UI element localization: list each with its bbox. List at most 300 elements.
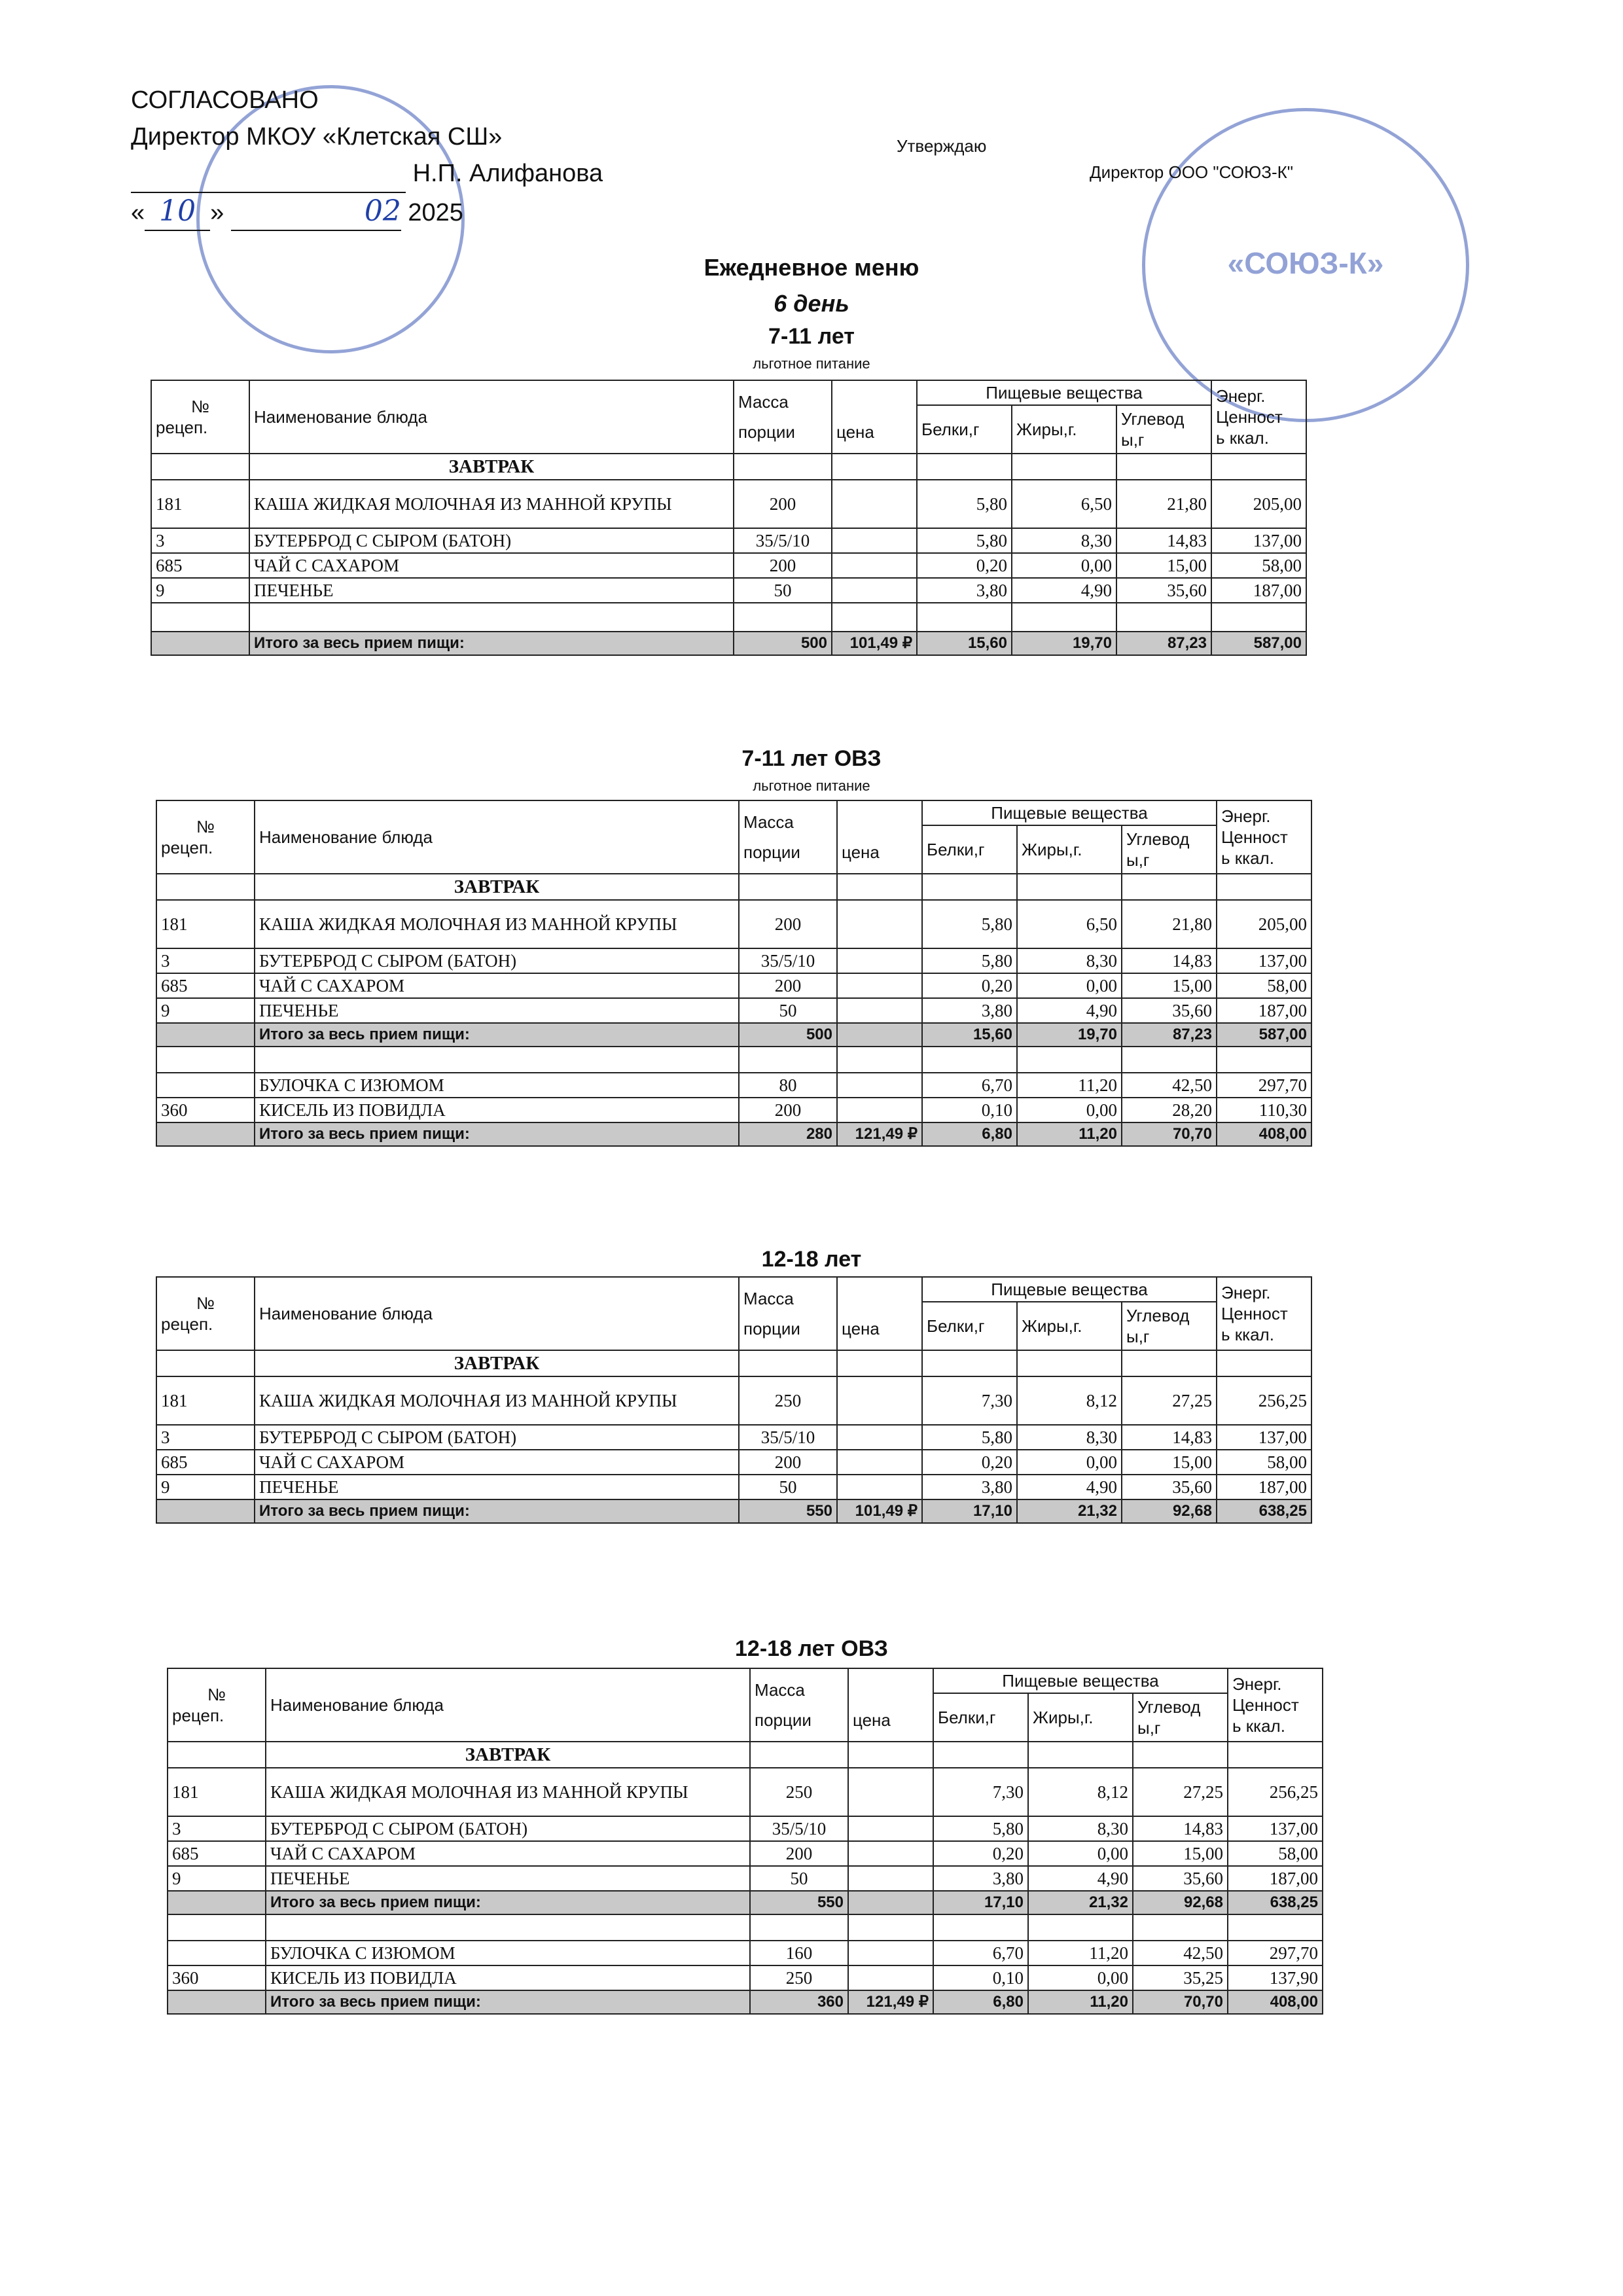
col-price: цена — [832, 380, 917, 454]
meal-empty — [1228, 1742, 1323, 1768]
total-label: Итого за весь прием пищи: — [266, 1990, 750, 2014]
spacer-cell — [739, 1047, 837, 1073]
total-empty — [168, 1990, 266, 2014]
dish-mass: 250 — [739, 1376, 837, 1425]
recipe-number: 685 — [168, 1841, 266, 1866]
col-carb: Углевод ы,г — [1116, 405, 1211, 454]
col-carb: Углевод ы,г — [1122, 1302, 1217, 1350]
meal-empty — [1122, 874, 1217, 900]
dish-mass: 50 — [734, 578, 832, 603]
total-row — [151, 632, 1306, 655]
dish-fat: 8,12 — [1017, 1376, 1122, 1425]
dish-row — [156, 1073, 1311, 1098]
total-empty — [168, 1891, 266, 1914]
total-price: 101,49 ₽ — [837, 1499, 922, 1523]
recipe-number: 3 — [156, 1425, 255, 1450]
meal-empty — [750, 1742, 848, 1768]
spacer-row — [156, 1047, 1311, 1073]
dish-mass: 200 — [734, 480, 832, 528]
recipe-number — [168, 1941, 266, 1965]
total-protein: 6,80 — [922, 1122, 1017, 1146]
meal-empty — [917, 454, 1012, 480]
col-fat: Жиры,г. — [1017, 1302, 1122, 1350]
dish-price — [837, 973, 922, 998]
dish-mass: 200 — [750, 1841, 848, 1866]
dish-mass: 200 — [739, 973, 837, 998]
dish-energy: 58,00 — [1217, 1450, 1311, 1475]
dish-name: КАША ЖИДКАЯ МОЛОЧНАЯ ИЗ МАННОЙ КРУПЫ — [249, 480, 734, 528]
dish-energy: 137,00 — [1217, 1425, 1311, 1450]
col-energy: Энерг. Ценност ь ккал. — [1217, 1277, 1311, 1350]
dish-protein: 7,30 — [933, 1768, 1028, 1816]
spacer-cell — [1133, 1914, 1228, 1941]
dish-price — [832, 480, 917, 528]
total-label: Итого за весь прием пищи: — [255, 1023, 739, 1047]
total-carb: 92,68 — [1133, 1891, 1228, 1914]
dish-mass: 200 — [739, 1098, 837, 1122]
dish-carb: 15,00 — [1116, 553, 1211, 578]
dish-fat: 11,20 — [1017, 1073, 1122, 1098]
dish-fat: 0,00 — [1017, 973, 1122, 998]
total-protein: 17,10 — [922, 1499, 1017, 1523]
approve-label: Утверждаю — [897, 136, 987, 156]
dish-row — [151, 553, 1306, 578]
dish-carb: 15,00 — [1122, 973, 1217, 998]
dish-fat: 11,20 — [1028, 1941, 1133, 1965]
dish-protein: 3,80 — [933, 1866, 1028, 1891]
dish-name: БУЛОЧКА С ИЗЮМОМ — [266, 1941, 750, 1965]
meal-empty — [922, 1350, 1017, 1376]
dish-energy: 205,00 — [1217, 900, 1311, 948]
meal-name: ЗАВТРАК — [249, 454, 734, 480]
dish-carb: 42,50 — [1122, 1073, 1217, 1098]
dish-row — [156, 900, 1311, 948]
col-recipe: № рецеп. — [168, 1668, 266, 1742]
dish-mass: 250 — [750, 1768, 848, 1816]
total-row — [156, 1499, 1311, 1523]
menu-table — [167, 1668, 1323, 2015]
dish-energy: 205,00 — [1211, 480, 1306, 528]
dish-name: ПЕЧЕНЬЕ — [266, 1866, 750, 1891]
dish-mass: 200 — [739, 1450, 837, 1475]
total-carb: 87,23 — [1116, 632, 1211, 655]
meal-row — [151, 454, 1306, 480]
dish-price — [837, 1425, 922, 1450]
total-carb: 70,70 — [1122, 1122, 1217, 1146]
meal-empty — [1211, 454, 1306, 480]
approve-director: Директор ООО "СОЮЗ-К" — [1090, 162, 1294, 182]
total-label: Итого за весь прием пищи: — [255, 1122, 739, 1146]
col-recipe: № рецеп. — [151, 380, 249, 454]
approval-date: « 10 » 02 2025 — [131, 193, 603, 231]
total-price — [848, 1891, 933, 1914]
dish-name: ПЕЧЕНЬЕ — [255, 1475, 739, 1499]
meal-row — [168, 1742, 1323, 1768]
dish-protein: 6,70 — [922, 1073, 1017, 1098]
dish-protein: 7,30 — [922, 1376, 1017, 1425]
dish-carb: 35,60 — [1122, 998, 1217, 1023]
dish-name: БУТЕРБРОД С СЫРОМ (БАТОН) — [255, 1425, 739, 1450]
meal-empty — [156, 1350, 255, 1376]
col-name: Наименование блюда — [255, 800, 739, 874]
meal-name: ЗАВТРАК — [255, 874, 739, 900]
total-mass: 360 — [750, 1990, 848, 2014]
dish-protein: 5,80 — [917, 480, 1012, 528]
col-nutrients: Пищевые вещества — [917, 380, 1211, 405]
dish-mass: 35/5/10 — [734, 528, 832, 553]
meal-empty — [739, 1350, 837, 1376]
dish-mass: 250 — [750, 1965, 848, 1990]
col-name: Наименование блюда — [255, 1277, 739, 1350]
header-row — [151, 380, 1306, 405]
dish-fat: 0,00 — [1017, 1450, 1122, 1475]
dish-fat: 4,90 — [1017, 998, 1122, 1023]
col-nutrients: Пищевые вещества — [933, 1668, 1228, 1693]
total-price: 121,49 ₽ — [848, 1990, 933, 2014]
col-nutrients: Пищевые вещества — [922, 1277, 1217, 1302]
dish-energy: 58,00 — [1211, 553, 1306, 578]
dish-protein: 3,80 — [922, 998, 1017, 1023]
total-mass: 500 — [734, 632, 832, 655]
col-fat: Жиры,г. — [1012, 405, 1116, 454]
spacer-cell — [922, 1047, 1017, 1073]
dish-carb: 35,60 — [1116, 578, 1211, 603]
dish-protein: 5,80 — [917, 528, 1012, 553]
meal-name: ЗАВТРАК — [255, 1350, 739, 1376]
spacer-cell — [255, 1047, 739, 1073]
total-price — [837, 1023, 922, 1047]
total-fat: 11,20 — [1017, 1122, 1122, 1146]
col-mass: Масса порции — [750, 1668, 848, 1742]
company-stamp-text: «СОЮЗ-К» — [1227, 246, 1384, 280]
total-carb: 92,68 — [1122, 1499, 1217, 1523]
dish-energy: 187,00 — [1211, 578, 1306, 603]
dish-mass: 35/5/10 — [739, 1425, 837, 1450]
recipe-number: 181 — [168, 1768, 266, 1816]
spacer-cell — [1211, 603, 1306, 632]
date-year: 2025 — [408, 199, 463, 226]
meal-empty — [933, 1742, 1028, 1768]
col-energy: Энерг. Ценност ь ккал. — [1228, 1668, 1323, 1742]
dish-energy: 187,00 — [1228, 1866, 1323, 1891]
total-label: Итого за весь прием пищи: — [255, 1499, 739, 1523]
dish-row — [168, 1941, 1323, 1965]
total-row — [168, 1990, 1323, 2014]
col-name: Наименование блюда — [249, 380, 734, 454]
meal-empty — [922, 874, 1017, 900]
total-energy: 587,00 — [1211, 632, 1306, 655]
dish-carb: 21,80 — [1122, 900, 1217, 948]
total-protein: 15,60 — [917, 632, 1012, 655]
meal-empty — [1017, 874, 1122, 900]
meal-empty — [1133, 1742, 1228, 1768]
spacer-cell — [1217, 1047, 1311, 1073]
spacer-cell — [1017, 1047, 1122, 1073]
meal-empty — [837, 1350, 922, 1376]
dish-energy: 137,00 — [1228, 1816, 1323, 1841]
dish-energy: 256,25 — [1217, 1376, 1311, 1425]
recipe-number: 181 — [156, 1376, 255, 1425]
total-fat: 19,70 — [1012, 632, 1116, 655]
recipe-number: 181 — [156, 900, 255, 948]
col-nutrients: Пищевые вещества — [922, 800, 1217, 825]
col-protein: Белки,г — [922, 825, 1017, 874]
col-recipe: № рецеп. — [156, 1277, 255, 1350]
total-carb: 87,23 — [1122, 1023, 1217, 1047]
total-protein: 17,10 — [933, 1891, 1028, 1914]
spacer-cell — [832, 603, 917, 632]
section-title: 12-18 лет ОВЗ — [735, 1636, 888, 1661]
dish-name: КАША ЖИДКАЯ МОЛОЧНАЯ ИЗ МАННОЙ КРУПЫ — [266, 1768, 750, 1816]
director-name: Н.П. Алифанова — [412, 160, 603, 187]
recipe-number: 685 — [156, 973, 255, 998]
dish-mass: 80 — [739, 1073, 837, 1098]
dish-protein: 0,20 — [933, 1841, 1028, 1866]
spacer-cell — [1012, 603, 1116, 632]
dish-mass: 200 — [734, 553, 832, 578]
signature-line — [131, 155, 603, 193]
total-mass: 280 — [739, 1122, 837, 1146]
dish-fat: 4,90 — [1017, 1475, 1122, 1499]
dish-row — [151, 528, 1306, 553]
dish-row — [156, 948, 1311, 973]
col-energy: Энерг. Ценност ь ккал. — [1217, 800, 1311, 874]
dish-row — [156, 1376, 1311, 1425]
total-energy: 408,00 — [1228, 1990, 1323, 2014]
dish-mass: 50 — [750, 1866, 848, 1891]
meal-empty — [1017, 1350, 1122, 1376]
dish-price — [848, 1866, 933, 1891]
dish-price — [832, 528, 917, 553]
spacer-cell — [734, 603, 832, 632]
meal-empty — [1012, 454, 1116, 480]
dish-energy: 297,70 — [1217, 1073, 1311, 1098]
menu-table — [151, 380, 1307, 656]
dish-name: КИСЕЛЬ ИЗ ПОВИДЛА — [266, 1965, 750, 1990]
recipe-number: 685 — [151, 553, 249, 578]
total-energy: 408,00 — [1217, 1122, 1311, 1146]
date-day: 10 — [145, 193, 210, 231]
meal-empty — [1116, 454, 1211, 480]
menu-table — [156, 800, 1312, 1147]
menu-table — [156, 1276, 1312, 1524]
total-row — [168, 1891, 1323, 1914]
dish-protein: 5,80 — [922, 1425, 1017, 1450]
meal-empty — [734, 454, 832, 480]
recipe-number: 9 — [168, 1866, 266, 1891]
col-protein: Белки,г — [917, 405, 1012, 454]
meal-row — [156, 874, 1311, 900]
header-row — [168, 1668, 1323, 1693]
total-mass: 550 — [750, 1891, 848, 1914]
total-empty — [156, 1023, 255, 1047]
col-protein: Белки,г — [933, 1693, 1028, 1742]
spacer-cell — [1122, 1047, 1217, 1073]
col-name: Наименование блюда — [266, 1668, 750, 1742]
dish-fat: 0,00 — [1012, 553, 1116, 578]
col-fat: Жиры,г. — [1017, 825, 1122, 874]
section-title: 12-18 лет — [761, 1247, 862, 1272]
section-title: 7-11 лет — [768, 324, 855, 349]
recipe-number: 9 — [156, 1475, 255, 1499]
header-row — [156, 1277, 1311, 1302]
total-price: 101,49 ₽ — [832, 632, 917, 655]
spacer-row — [168, 1914, 1323, 1941]
dish-row — [168, 1841, 1323, 1866]
dish-row — [156, 998, 1311, 1023]
recipe-number: 360 — [156, 1098, 255, 1122]
total-label: Итого за весь прием пищи: — [266, 1891, 750, 1914]
total-price: 121,49 ₽ — [837, 1122, 922, 1146]
dish-protein: 5,80 — [933, 1816, 1028, 1841]
spacer-cell — [151, 603, 249, 632]
total-fat: 21,32 — [1028, 1891, 1133, 1914]
dish-price — [848, 1841, 933, 1866]
dish-name: ЧАЙ С САХАРОМ — [255, 973, 739, 998]
dish-fat: 0,00 — [1028, 1965, 1133, 1990]
dish-energy: 137,00 — [1217, 948, 1311, 973]
dish-protein: 0,10 — [933, 1965, 1028, 1990]
total-carb: 70,70 — [1133, 1990, 1228, 2014]
dish-carb: 35,60 — [1122, 1475, 1217, 1499]
dish-row — [168, 1965, 1323, 1990]
dish-energy: 58,00 — [1228, 1841, 1323, 1866]
spacer-cell — [1228, 1914, 1323, 1941]
dish-name: БУЛОЧКА С ИЗЮМОМ — [255, 1073, 739, 1098]
dish-carb: 15,00 — [1122, 1450, 1217, 1475]
dish-name: КАША ЖИДКАЯ МОЛОЧНАЯ ИЗ МАННОЙ КРУПЫ — [255, 1376, 739, 1425]
recipe-number: 3 — [168, 1816, 266, 1841]
dish-name: ЧАЙ С САХАРОМ — [249, 553, 734, 578]
dish-fat: 8,12 — [1028, 1768, 1133, 1816]
section-title: 7-11 лет ОВЗ — [741, 746, 882, 771]
dish-fat: 4,90 — [1012, 578, 1116, 603]
spacer-cell — [837, 1047, 922, 1073]
spacer-cell — [848, 1914, 933, 1941]
meal-empty — [151, 454, 249, 480]
dish-protein: 0,10 — [922, 1098, 1017, 1122]
col-price: цена — [848, 1668, 933, 1742]
dish-mass: 50 — [739, 1475, 837, 1499]
spacer-cell — [249, 603, 734, 632]
dish-row — [156, 973, 1311, 998]
spacer-cell — [933, 1914, 1028, 1941]
dish-price — [848, 1768, 933, 1816]
dish-protein: 0,20 — [922, 1450, 1017, 1475]
recipe-number: 360 — [168, 1965, 266, 1990]
dish-price — [848, 1816, 933, 1841]
meal-empty — [832, 454, 917, 480]
dish-protein: 3,80 — [917, 578, 1012, 603]
dish-fat: 0,00 — [1028, 1841, 1133, 1866]
recipe-number: 9 — [151, 578, 249, 603]
spacer-cell — [750, 1914, 848, 1941]
total-row — [156, 1122, 1311, 1146]
spacer-cell — [917, 603, 1012, 632]
spacer-cell — [168, 1914, 266, 1941]
dish-mass: 200 — [739, 900, 837, 948]
dish-carb: 28,20 — [1122, 1098, 1217, 1122]
dish-energy: 137,90 — [1228, 1965, 1323, 1990]
dish-energy: 187,00 — [1217, 998, 1311, 1023]
dish-price — [832, 578, 917, 603]
dish-mass: 35/5/10 — [739, 948, 837, 973]
total-energy: 638,25 — [1217, 1499, 1311, 1523]
dish-protein: 3,80 — [922, 1475, 1017, 1499]
dish-protein: 6,70 — [933, 1941, 1028, 1965]
spacer-cell — [156, 1047, 255, 1073]
dish-carb: 27,25 — [1133, 1768, 1228, 1816]
dish-name: ПЕЧЕНЬЕ — [255, 998, 739, 1023]
total-mass: 500 — [739, 1023, 837, 1047]
dish-price — [837, 900, 922, 948]
meal-empty — [837, 874, 922, 900]
date-month: 02 — [231, 193, 401, 231]
spacer-cell — [1028, 1914, 1133, 1941]
spacer-cell — [1116, 603, 1211, 632]
col-price: цена — [837, 1277, 922, 1350]
dish-price — [837, 948, 922, 973]
meal-empty — [168, 1742, 266, 1768]
dish-row — [168, 1816, 1323, 1841]
dish-name: ПЕЧЕНЬЕ — [249, 578, 734, 603]
recipe-number: 3 — [151, 528, 249, 553]
dish-carb: 14,83 — [1122, 1425, 1217, 1450]
total-empty — [156, 1122, 255, 1146]
col-price: цена — [837, 800, 922, 874]
dish-protein: 0,20 — [922, 973, 1017, 998]
dish-carb: 35,25 — [1133, 1965, 1228, 1990]
total-empty — [151, 632, 249, 655]
dish-protein: 5,80 — [922, 900, 1017, 948]
section-subtitle: льготное питание — [753, 355, 870, 372]
dish-carb: 42,50 — [1133, 1941, 1228, 1965]
dish-fat: 8,30 — [1012, 528, 1116, 553]
dish-carb: 14,83 — [1133, 1816, 1228, 1841]
dish-price — [837, 1450, 922, 1475]
dish-name: КАША ЖИДКАЯ МОЛОЧНАЯ ИЗ МАННОЙ КРУПЫ — [255, 900, 739, 948]
dish-price — [837, 1376, 922, 1425]
dish-fat: 4,90 — [1028, 1866, 1133, 1891]
total-fat: 19,70 — [1017, 1023, 1122, 1047]
meal-empty — [1217, 874, 1311, 900]
recipe-number: 3 — [156, 948, 255, 973]
dish-mass: 160 — [750, 1941, 848, 1965]
dish-name: ЧАЙ С САХАРОМ — [266, 1841, 750, 1866]
dish-name: БУТЕРБРОД С СЫРОМ (БАТОН) — [255, 948, 739, 973]
dish-price — [837, 1475, 922, 1499]
doc-title: Ежедневное меню — [704, 254, 919, 281]
meal-empty — [739, 874, 837, 900]
meal-row — [156, 1350, 1311, 1376]
total-fat: 21,32 — [1017, 1499, 1122, 1523]
dish-protein: 0,20 — [917, 553, 1012, 578]
total-energy: 587,00 — [1217, 1023, 1311, 1047]
dish-fat: 6,50 — [1012, 480, 1116, 528]
dish-row — [151, 480, 1306, 528]
dish-price — [837, 998, 922, 1023]
dish-energy: 187,00 — [1217, 1475, 1311, 1499]
col-recipe: № рецеп. — [156, 800, 255, 874]
dish-name: БУТЕРБРОД С СЫРОМ (БАТОН) — [249, 528, 734, 553]
total-mass: 550 — [739, 1499, 837, 1523]
director-line: Директор МКОУ «Клетская СШ» — [131, 123, 503, 151]
dish-price — [848, 1965, 933, 1990]
section-subtitle: льготное питание — [753, 778, 870, 794]
total-row — [156, 1023, 1311, 1047]
meal-empty — [156, 874, 255, 900]
dish-protein: 5,80 — [922, 948, 1017, 973]
